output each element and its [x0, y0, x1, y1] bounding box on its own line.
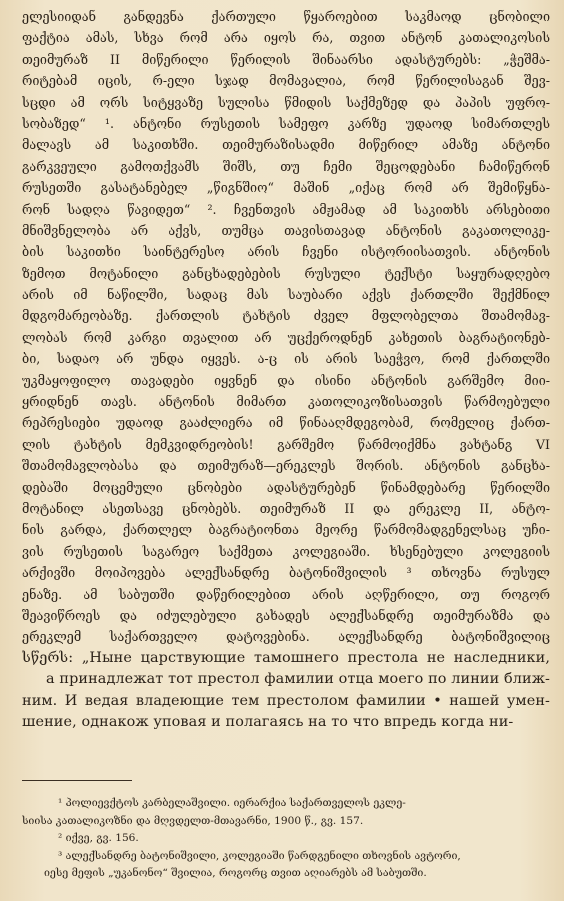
text-line: ერეკლემ საქართველო დატოვებინა. ალექსანდრე ბატონიშვილიც: [22, 629, 550, 645]
text-line: მნიშვნელობა არ აქვს, თუმცა თავისთავად ანტონის გაკათოლიკე-: [22, 222, 550, 238]
text-line: ფაქტია ამას, სხვა რომ არა იყოს რა, თვით ანტონ კათალიკოსის: [22, 30, 550, 46]
quote-line: სწერს: „Ныне царствующие тамошнего престола не наследники,: [22, 649, 550, 666]
text-line: რეპრესიები უდაოდ გააძლიერა იმ წინააღმდეგობამ, რომელიც ქართ-: [22, 415, 550, 431]
text-line: ზემოთ მოტანილი განცხადებების რუსული ტექსტი საყურადღებო: [22, 265, 550, 281]
quote-line: а принадлежат тот престол фамилии отца моего по линии ближ-: [46, 671, 550, 688]
quote-line: ним. И ведая владеющие тем престолом фамилии • нашей умен-: [22, 692, 550, 709]
text-line: არქივში მოიპოვება ალექსანდრე ბატონიშვილის ³ თხოვნა რუსულ: [22, 565, 550, 581]
text-line: სობაზედ“ ¹. ანტონი რუსეთის სამეფო კარზე უდაოდ სიმართლეს: [22, 115, 550, 131]
quote-line: шение, однакож уповая и полагаясь на то что впредь когда ни-: [22, 713, 514, 730]
text-line: ყრიდნენ თავს. ანტონის მიმართ კათოლიკოზისათვის წარმოებული: [22, 394, 550, 410]
text-line: მოტანილ ასეთსავე ცნობებს. თეიმურაზ II და ერეკლე II, ანტო-: [22, 500, 550, 516]
text-line: რიტებამ იცის, რ-ელი სჯად მომავალია, რომ წერილისაგან შევ-: [22, 73, 550, 89]
footnote-3: ³ ალექსანდრე ბატონიშვილი, კოლეგიაში წარდგენილი თხოვნის ავტორი,: [58, 849, 461, 862]
text-line: ლის ტახტის მემკვიდრეობის! გარშემო წარმოიქმნა ვახტანგ VI: [22, 436, 550, 452]
text-line: რონ სადღა წავიდეთ“ ². ჩვენთვის ამჟამად ამ საკითხს არსებითი: [22, 201, 550, 217]
footnote-1: ¹ პოლიევქტოს კარბელაშვილი. იერარქია საქართველოს ეკლე-: [58, 797, 406, 809]
footnotes: [22, 795, 550, 883]
text-line: შთამომავლობასა და თეიმურაზ—ერეკლეს შორის. ანტონის განცხა-: [22, 458, 550, 474]
text-line: ენაზე. ამ საბუთში დაწერილებით არის აღწერილი, თუ როგორ: [22, 586, 550, 602]
footnote-1-cont: სიისა კათალიკოზნი და მღვდელთ-მთავარნი, 1900 წ., გვ. 157.: [22, 814, 364, 827]
text-line: დებაში მოცემული ცნობები ადასტურებენ წინამდებარე წერილში: [22, 479, 550, 495]
footnote-divider: [22, 780, 132, 781]
text-line: ბი, სადაო არ უნდა იყვეს. ა-ც ის არის საეჭვო, რომ ქართლში: [22, 351, 550, 367]
text-line: გარკვეული გამოთქვამს შიშს, თუ ჩემი შეცოდებანი ჩამიწერონ: [22, 158, 550, 174]
footnote-3-cont: იესე მეფის „უკანონო“ შვილია, როგორც თვით აღიარებს ამ საბუთში.: [44, 867, 427, 879]
text-line: მდგომარეობაზე. ქართლის ტახტის ძველ მფლობელთა შთამომავ-: [22, 308, 550, 324]
text-line: თეიმურაზ II მიწერილი წერილის შინაარსი ადასტურებს: „ჭეშმა-: [22, 51, 550, 67]
text-line: არის იმ ნაწილში, სადაც მას საუბარი აქვს ქართლში შექმნილ: [22, 287, 550, 303]
text-line: ნის გარდა, ქართლელ ბაგრატიონთა მეორე წარმომადგენელსაც უჩი-: [22, 522, 550, 538]
footnote-2: ² იქვე, გვ. 156.: [58, 832, 139, 844]
text-line: შეავიწროეს და იძულებული გახადეს ალექსანდრე თეიმურაზმა და: [22, 607, 550, 623]
text-line: ელესიიდან განდევნა ქართული წყაროებით საკმაოდ ცნობილი: [22, 9, 550, 24]
text-line: უკმაყოფილო თავადები იყვნენ და ისინი ანტონის გარშემო მიი-: [22, 372, 550, 388]
text-line: ვის რუსეთის საგარეო საქმეთა კოლეგიაში. ხსენებული კოლეგიის: [22, 543, 550, 559]
text-line: სცდი ამ ორს სიტყვაზე სულისა წმიდის საქმეზედ და პაპის უფრო-: [22, 94, 550, 110]
text-line: ლობას რომ კარგი თვალით არ უცქეროდნენ კახეთის ბაგრატიონებ-: [22, 329, 550, 345]
text-line: მალავს ამ საკითხში. თეიმურაზისადმი მიწერილ ამაზე ანტონი: [22, 137, 550, 153]
text-line: რუსეთში გასატანებელ „წიგნშიო“ მაშინ „იქაც რომ არ შემიწყნა-: [22, 180, 550, 196]
main-text: [22, 6, 550, 733]
text-line: ბის საკითხი საინტერესო არის ჩვენი ისტორიისათვის. ანტონის: [22, 244, 550, 260]
